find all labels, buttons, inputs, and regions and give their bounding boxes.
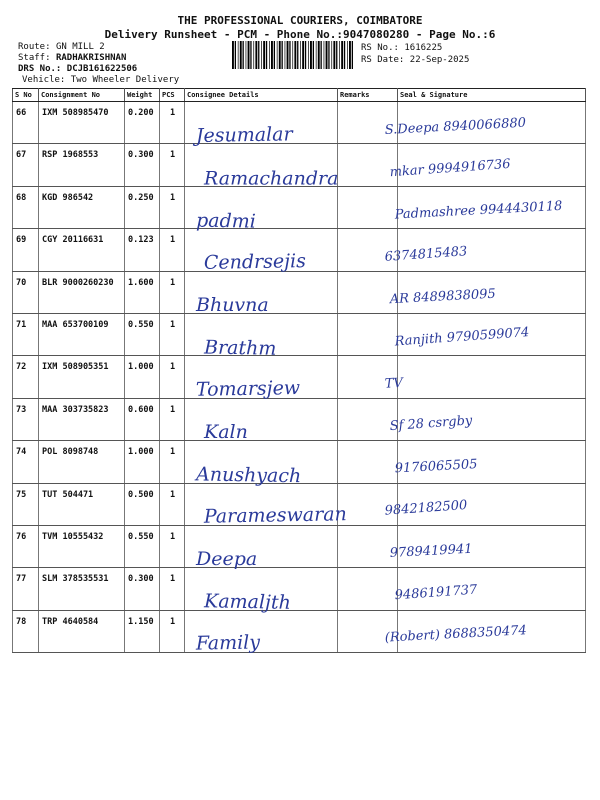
col-header-consignment: Consignment No [39,89,125,102]
vehicle-value: Two Wheeler Delivery [70,75,180,85]
table-row [13,483,586,525]
seal-cell [398,271,586,313]
sno-cell: 74 [13,441,39,483]
pcs-cell: 1 [160,356,185,398]
consignee-cell [185,144,338,186]
seal-cell [398,568,586,610]
pcs-cell: 1 [160,271,185,313]
consignee-handwriting: Bhuvna [196,294,269,317]
seal-signature-handwriting: 9842182500 [384,497,468,519]
col-header-pcs: PCS [160,89,185,102]
consignee-cell [185,568,338,610]
consignee-cell [185,525,338,567]
pcs-cell: 1 [160,398,185,440]
table-row [13,102,586,144]
weight-cell: 0.300 [125,144,160,186]
seal-cell [398,186,586,228]
seal-cell [398,356,586,398]
rs-no-line [361,43,442,53]
consignee-handwriting: Brathm [203,336,277,360]
table-row [13,356,586,398]
remarks-cell [338,229,398,271]
route-value: GN MILL 2 [55,42,105,52]
sno-cell: 69 [13,229,39,271]
pcs-cell: 1 [160,610,185,652]
consignee-handwriting: Cendrsejis [203,250,307,274]
col-header-seal: Seal & Signature [398,89,586,102]
table-header-row [13,89,586,102]
seal-cell [398,313,586,355]
table-row [13,186,586,228]
company-title: THE PROFESSIONAL COURIERS, COIMBATORE [177,14,423,27]
remarks-cell [338,356,398,398]
consignee-handwriting: Jesumalar [195,123,293,147]
rs-no-label: RS No.: [361,43,399,53]
drs-value: DCJB161622506 [66,64,138,74]
seal-cell [398,525,586,567]
consignment-cell: KGD 986542 [39,186,125,228]
table-row [13,229,586,271]
vehicle-label: Vehicle: [22,75,66,85]
seal-cell [398,229,586,271]
consignee-cell [185,441,338,483]
consignment-cell: MAA 303735823 [39,398,125,440]
weight-cell: 1.000 [125,441,160,483]
runsheet-subtitle: Delivery Runsheet - PCM - Phone No.:9047080280 - Page No.:6 [104,28,496,41]
consignee-cell [185,102,338,144]
seal-signature-handwriting: TV [384,375,404,392]
consignee-cell [185,229,338,271]
seal-cell [398,441,586,483]
consignment-cell: CGY 20116631 [39,229,125,271]
remarks-cell [338,441,398,483]
weight-cell: 0.600 [125,398,160,440]
pcs-cell: 1 [160,568,185,610]
rs-date-value: 22-Sep-2025 [409,55,470,65]
weight-cell: 0.550 [125,525,160,567]
seal-signature-handwriting: (Robert) 8688350474 [384,623,528,646]
consignment-cell: SLM 378535531 [39,568,125,610]
seal-signature-handwriting: 6374815483 [384,244,468,265]
consignee-cell [185,271,338,313]
consignee-cell [185,483,338,525]
pcs-cell: 1 [160,313,185,355]
consignee-handwriting: Deepa [196,548,258,570]
consignee-handwriting: Tomarsjew [195,376,301,401]
consignment-cell: POL 8098748 [39,441,125,483]
table-row [13,144,586,186]
seal-cell [398,102,586,144]
col-header-remarks: Remarks [338,89,398,102]
remarks-cell [338,271,398,313]
weight-cell: 1.150 [125,610,160,652]
consignment-cell: TVM 10555432 [39,525,125,567]
col-header-consignee: Consignee Details [185,89,338,102]
consignee-cell [185,356,338,398]
consignment-cell: RSP 1968553 [39,144,125,186]
remarks-cell [338,483,398,525]
pcs-cell: 1 [160,186,185,228]
route-line [18,42,105,52]
staff-label: Staff: [18,53,51,63]
table-body [13,102,586,653]
consignee-handwriting: Anushyach [195,463,302,488]
weight-cell: 0.550 [125,313,160,355]
seal-signature-handwriting: 9789419941 [389,541,473,561]
sno-cell: 78 [13,610,39,652]
seal-signature-handwriting: S.Deepa 8940066880 [384,115,527,138]
weight-cell: 1.600 [125,271,160,313]
seal-signature-handwriting: 9176065505 [394,457,478,477]
drs-line [18,64,137,74]
sno-cell: 75 [13,483,39,525]
table-row [13,441,586,483]
table-row [13,313,586,355]
consignee-cell [185,186,338,228]
remarks-cell [338,102,398,144]
consignee-handwriting: Parameswaran [203,503,347,528]
table-row [13,568,586,610]
consignee-handwriting: Ramachandra [204,167,339,190]
rs-date-label: RS Date: [361,55,405,65]
sno-cell: 70 [13,271,39,313]
sno-cell: 68 [13,186,39,228]
remarks-cell [338,398,398,440]
route-label: Route: [18,42,51,52]
seal-cell [398,610,586,652]
table-row [13,271,586,313]
table-row [13,610,586,652]
consignment-cell: MAA 653700109 [39,313,125,355]
consignee-handwriting: Kaln [204,421,248,444]
pcs-cell: 1 [160,229,185,271]
remarks-cell [338,525,398,567]
rs-date-line [361,55,469,65]
drs-label: DRS No.: [18,64,62,74]
weight-cell: 0.123 [125,229,160,271]
rs-no-value: 1616225 [404,43,443,53]
pcs-cell: 1 [160,525,185,567]
pcs-cell: 1 [160,483,185,525]
seal-cell [398,483,586,525]
weight-cell: 0.500 [125,483,160,525]
seal-signature-handwriting: Padmashree 9944430118 [394,198,563,223]
seal-signature-handwriting: Ranjith 9790599074 [394,325,530,350]
consignment-cell: BLR 9000260230 [39,271,125,313]
pcs-cell: 1 [160,102,185,144]
sno-cell: 73 [13,398,39,440]
consignee-handwriting: padmi [195,209,257,233]
consignee-cell [185,398,338,440]
seal-signature-handwriting: mkar 9994916736 [389,156,511,181]
seal-cell [398,398,586,440]
remarks-cell [338,610,398,652]
pcs-cell: 1 [160,144,185,186]
weight-cell: 1.000 [125,356,160,398]
seal-cell [398,144,586,186]
runsheet-table [12,88,586,653]
sno-cell: 76 [13,525,39,567]
remarks-cell [338,313,398,355]
sno-cell: 66 [13,102,39,144]
vehicle-line [22,75,179,85]
table-row [13,525,586,567]
col-header-sno: S No [13,89,39,102]
sno-cell: 72 [13,356,39,398]
weight-cell: 0.200 [125,102,160,144]
consignment-cell: IXM 508985470 [39,102,125,144]
remarks-cell [338,144,398,186]
table-row [13,398,586,440]
seal-signature-handwriting: 9486191737 [394,582,478,604]
sno-cell: 71 [13,313,39,355]
seal-signature-handwriting: AR 8489838095 [389,286,497,308]
staff-value: RADHAKRISHNAN [55,53,127,63]
seal-signature-handwriting: Sf 28 csrgby [389,413,473,435]
col-header-weight: Weight [125,89,160,102]
consignment-cell: IXM 508905351 [39,356,125,398]
consignee-cell [185,313,338,355]
remarks-cell [338,568,398,610]
staff-line [18,53,126,63]
weight-cell: 0.300 [125,568,160,610]
pcs-cell: 1 [160,441,185,483]
sno-cell: 77 [13,568,39,610]
remarks-cell [338,186,398,228]
consignment-cell: TRP 4640584 [39,610,125,652]
consignment-cell: TUT 504471 [39,483,125,525]
barcode [232,41,356,69]
consignee-cell [185,610,338,655]
consignee-handwriting: Kamaljth [203,590,292,614]
consignee-handwriting: Family [195,631,261,655]
weight-cell: 0.250 [125,186,160,228]
sno-cell: 67 [13,144,39,186]
